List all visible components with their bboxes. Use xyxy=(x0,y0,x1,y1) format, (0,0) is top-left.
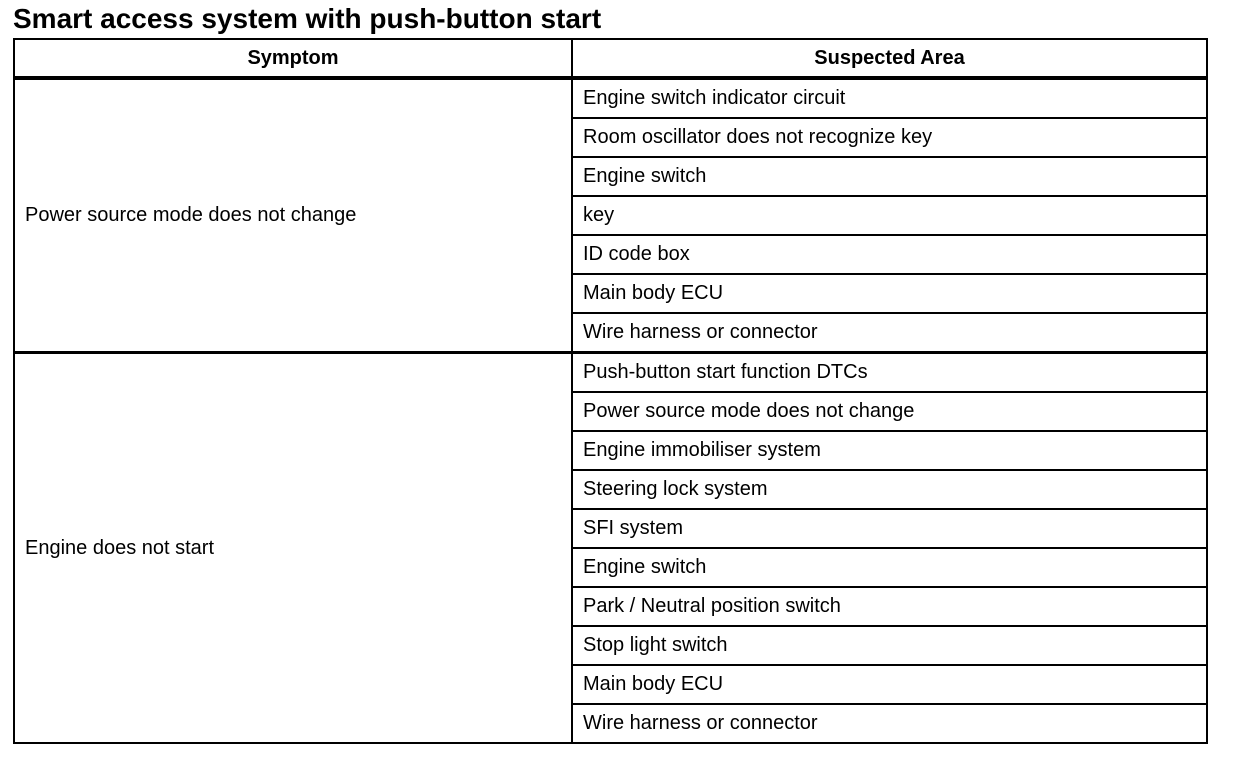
suspected-area-cell: Engine switch xyxy=(572,157,1207,196)
table-row xyxy=(14,78,1207,118)
symptom-cell: Power source mode does not change xyxy=(14,78,572,353)
column-header-symptom: Symptom xyxy=(14,39,572,78)
suspected-area-cell: Main body ECU xyxy=(572,665,1207,704)
column-header-suspected-area: Suspected Area xyxy=(572,39,1207,78)
suspected-area-cell: Room oscillator does not recognize key xyxy=(572,118,1207,157)
suspected-area-cell: Engine immobiliser system xyxy=(572,431,1207,470)
suspected-area-cell: ID code box xyxy=(572,235,1207,274)
suspected-area-cell: Steering lock system xyxy=(572,470,1207,509)
suspected-area-cell: Park / Neutral position switch xyxy=(572,587,1207,626)
suspected-area-cell: Engine switch xyxy=(572,548,1207,587)
suspected-area-cell: Main body ECU xyxy=(572,274,1207,313)
suspected-area-cell: Wire harness or connector xyxy=(572,313,1207,353)
suspected-area-cell: Wire harness or connector xyxy=(572,704,1207,743)
table-row xyxy=(14,353,1207,393)
table-header-row xyxy=(14,39,1207,78)
suspected-area-cell: Stop light switch xyxy=(572,626,1207,665)
page-title: Smart access system with push-button start xyxy=(13,3,602,34)
suspected-area-cell: Power source mode does not change xyxy=(572,392,1207,431)
suspected-area-cell: Engine switch indicator circuit xyxy=(572,78,1207,118)
suspected-area-cell: SFI system xyxy=(572,509,1207,548)
symptom-cell: Engine does not start xyxy=(14,353,572,744)
suspected-area-cell: key xyxy=(572,196,1207,235)
suspected-area-cell: Push-button start function DTCs xyxy=(572,353,1207,393)
symptom-table xyxy=(13,38,1208,744)
